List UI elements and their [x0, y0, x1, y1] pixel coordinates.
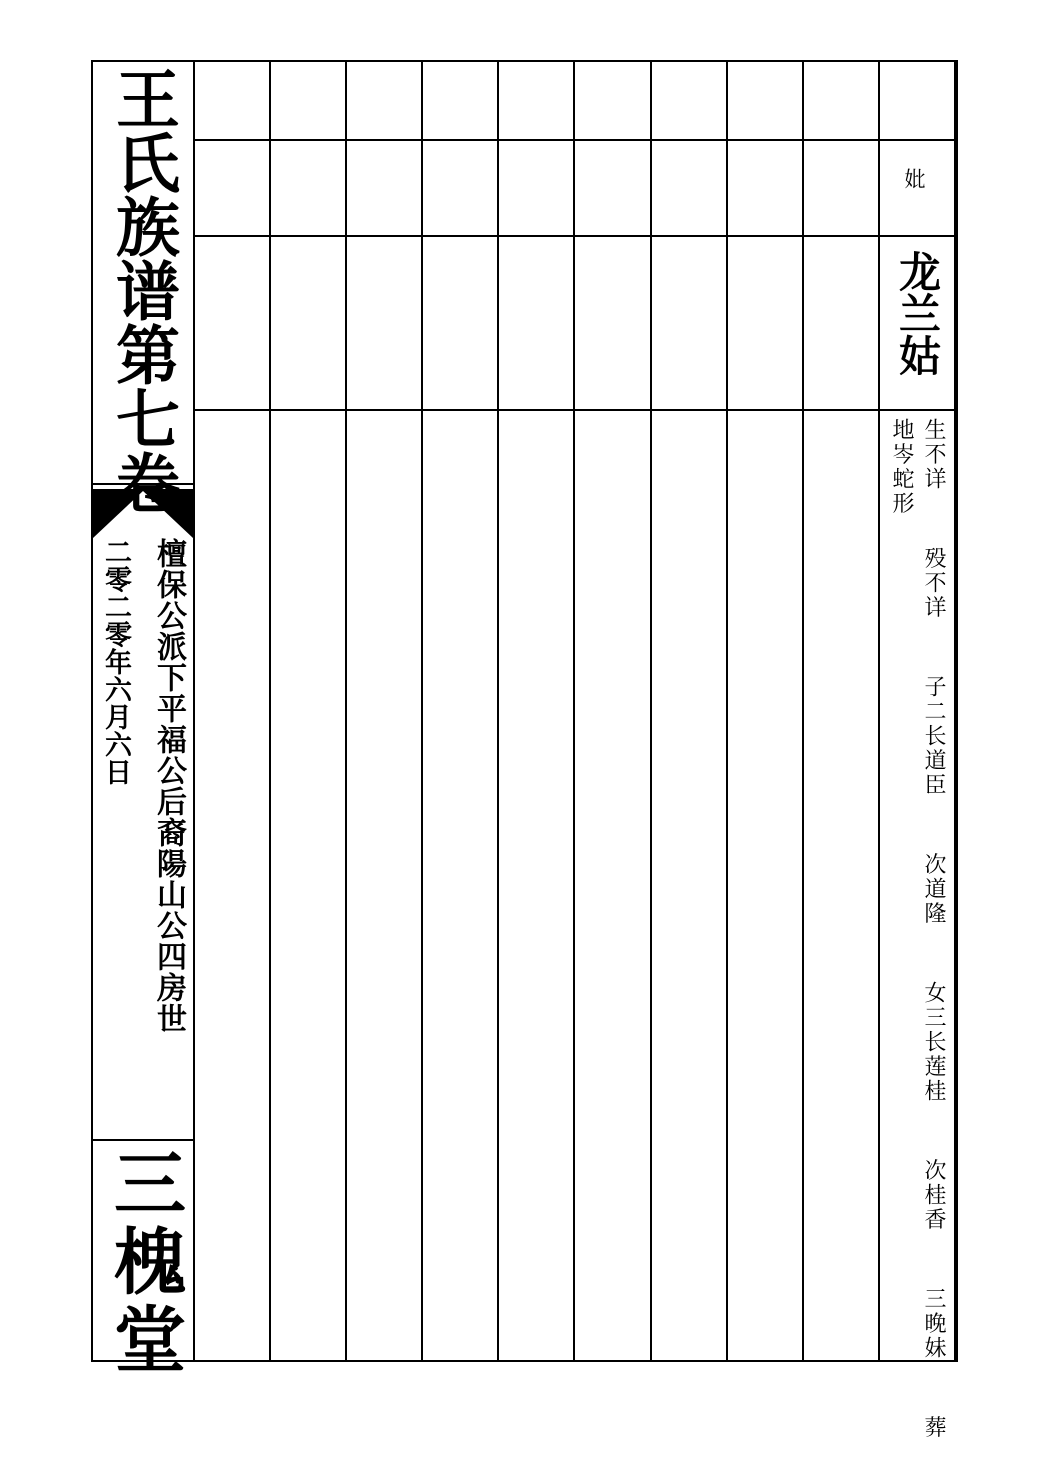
person-name: 龙兰姑: [893, 250, 942, 376]
person-details: 生不详 殁不详 子二长道臣 次道隆 女三长莲桂 次桂香 三晚妹 葬: [921, 418, 946, 1440]
burial-place: 地岑蛇形: [889, 418, 914, 516]
compile-date: 二零二零年六月六日: [100, 538, 131, 786]
branch-subtitle: 檀保公派下平福公后裔陽山公四房世: [151, 538, 186, 1034]
spouse-label: 妣: [902, 168, 926, 189]
outer-border: [92, 61, 957, 1361]
row-lines: [194, 140, 957, 410]
column-lines: [270, 61, 879, 1361]
page-title: 王氏族谱第七卷: [105, 66, 180, 514]
hall-name: 三槐堂: [102, 1146, 187, 1380]
